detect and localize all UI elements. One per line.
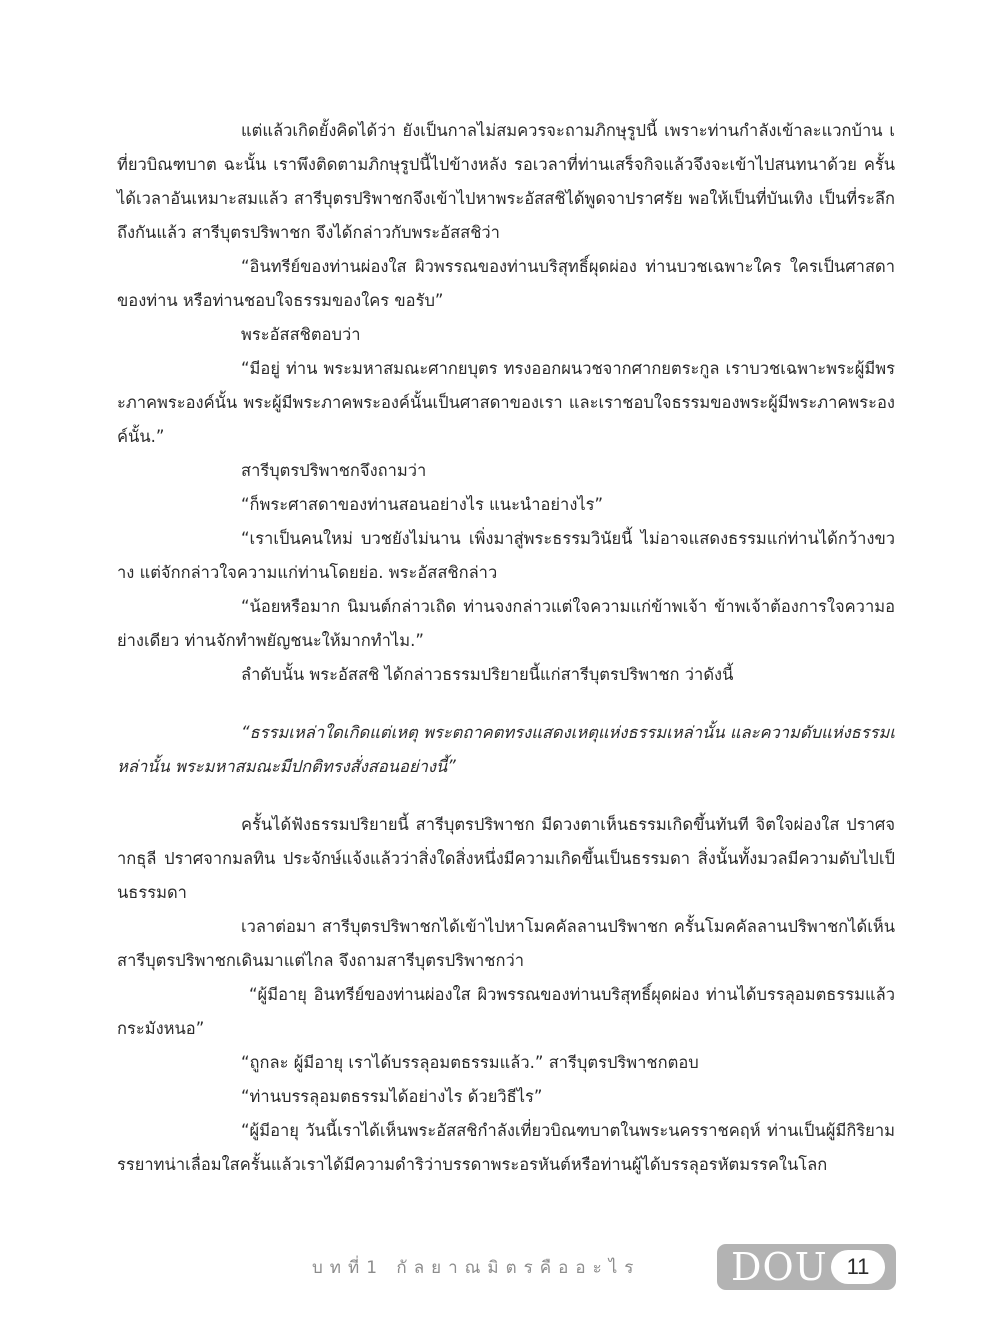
paragraph: ลำดับนั้น พระอัสสชิ ได้กล่าวธรรมปริยายนี้แก่สารีบุตรปริพาชก ว่าดังนี้ [241,665,734,684]
paragraph: “ผู้มีอายุ วันนี้เราได้เห็นพระอัสสชิกำลังเที่ยวบิณฑบาตในพระนครราชคฤห์ ท่านเป็นผู้มีกิริยามรรยาทน่าเลื่อมใสครั้นแล้วเราได้มีความดำริว่าบรรดาพระอรหันต์หรือท่านผู้ได้บรรลุอรหัตมรรคในโลก [117,1121,895,1174]
chapter-title: บทที่1 กัลยาณมิตรคืออะไร [312,1258,641,1278]
paragraph: “น้อยหรือมาก นิมนต์กล่าวเถิด ท่านจงกล่าวแต่ใจความแก่ข้าพเจ้า ข้าพเจ้าต้องการใจความอย่างเดียว ท่านจักทำพยัญชนะให้มากทำไม.” [117,597,895,650]
paragraph: “ท่านบรรลุอมตธรรมได้อย่างไร ด้วยวิธีไร” [241,1087,543,1106]
dou-logo: DOU [731,1245,828,1289]
paragraph: “เราเป็นคนใหม่ บวชยังไม่นาน เพิ่งมาสู่พระธรรมวินัยนี้ ไม่อาจแสดงธรรมแก่ท่านได้กว้างขวาง แต่จักกล่าวใจความแก่ท่านโดยย่อ. พระอัสสชิกล่าว [117,529,895,582]
paragraph: “ผู้มีอายุ อินทรีย์ของท่านผ่องใส ผิวพรรณของท่านบริสุทธิ์ผุดผ่อง ท่านได้บรรลุอมตธรรมแล้วกระมังหนอ” [117,985,895,1038]
page-body [117,114,895,1182]
paragraph: “ก็พระศาสดาของท่านสอนอย่างไร แนะนำอย่างไร” [241,495,604,514]
paragraph: “อินทรีย์ของท่านผ่องใส ผิวพรรณของท่านบริสุทธิ์ผุดผ่อง ท่านบวชเฉพาะใคร ใครเป็นศาสดา ของท่าน หรือท่านชอบใจธรรมของใคร ขอรับ” [117,257,895,310]
paragraph: แต่แล้วเกิดยั้งคิดได้ว่า ยังเป็นกาลไม่สมควรจะถามภิกษุรูปนี้ เพราะท่านกำลังเข้าละแวกบ้าน เที่ยวบิณฑบาต ฉะนั้น เราพึงติดตามภิกษุรูปนี้ไปข้างหลัง รอเวลาที่ท่านเสร็จกิจแล้วจึงจะเข้าไปสนทนาด้วย ครั้นได้เวลาอันเหมาะสมแล้ว สารีบุตรปริพาชกจึงเข้าไปหาพระอัสสชิได้พูดจาปราศรัย พอให้เป็นที่บันเทิง เป็นที่ระลึกถึงกันแล้ว สารีบุตรปริพาชก จึงได้กล่าวกับพระอัสสชิว่า [117,121,895,242]
paragraph: ครั้นได้ฟังธรรมปริยายนี้ สารีบุตรปริพาชก มีดวงตาเห็นธรรมเกิดขึ้นทันที จิตใจผ่องใส ปราศจากธุลี ปราศจากมลทิน ประจักษ์แจ้งแล้วว่าสิ่งใดสิ่งหนึ่งมีความเกิดขึ้นเป็นธรรมดา สิ่งนั้นทั้งมวลมีความดับไปเป็นธรรมดา [117,815,895,902]
page-number: 11 [831,1250,885,1284]
paragraph: สารีบุตรปริพาชกจึงถามว่า [241,461,427,480]
paragraph: “มีอยู่ ท่าน พระมหาสมณะศากยบุตร ทรงออกผนวชจากศากยตระกูล เราบวชเฉพาะพระผู้มีพระภาคพระองค์นั้น พระผู้มีพระภาคพระองค์นั้นเป็นศาสดาของเรา และเราชอบใจธรรมของพระผู้มีพระภาคพระองค์นั้น.” [117,359,895,446]
page-badge [717,1244,896,1290]
paragraph: เวลาต่อมา สารีบุตรปริพาชกได้เข้าไปหาโมคคัลลานปริพาชก ครั้นโมคคัลลานปริพาชกได้เห็นสารีบุตรปริพาชกเดินมาแต่ไกล จึงถามสารีบุตรปริพาชกว่า [117,917,895,970]
quoted-verse: “ธรรมเหล่าใดเกิดแต่เหตุ พระตถาคตทรงแสดงเหตุแห่งธรรมเหล่านั้น และความดับแห่งธรรมเหล่านั้น พระมหาสมณะมีปกติทรงสั่งสอนอย่างนี้” [117,723,895,776]
paragraph: “ถูกละ ผู้มีอายุ เราได้บรรลุอมตธรรมแล้ว.” สารีบุตรปริพาชกตอบ [241,1053,699,1072]
paragraph: พระอัสสชิตอบว่า [241,325,361,344]
page-footer [0,1244,1000,1294]
